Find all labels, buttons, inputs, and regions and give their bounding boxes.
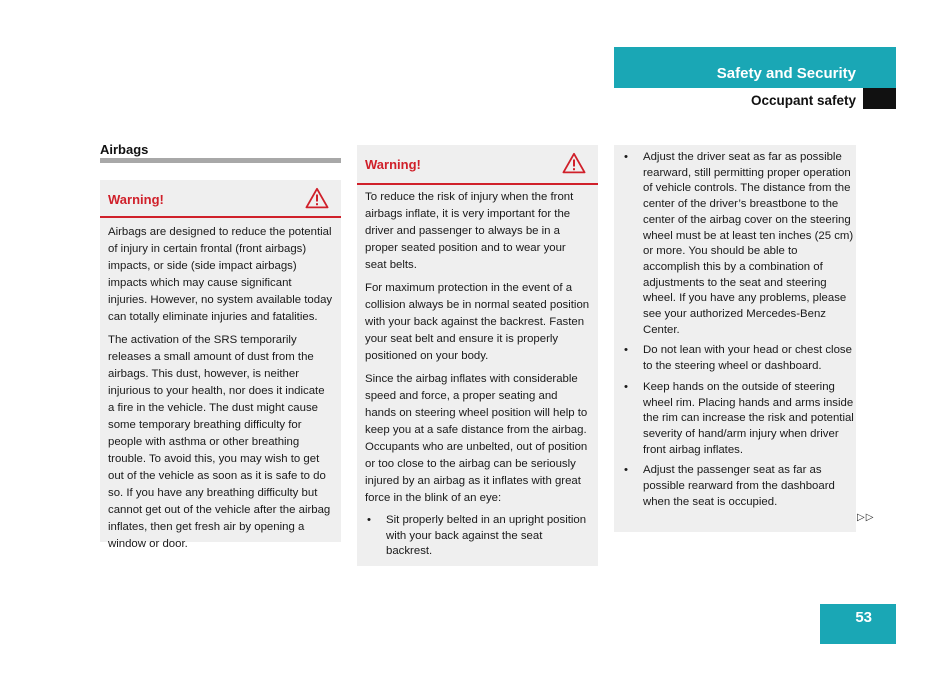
subsection-title: Occupant safety	[750, 93, 856, 108]
list-item	[614, 150, 856, 338]
list-item-text: Do not lean with your head or chest close to the steering wheel or dashboard.	[643, 344, 852, 373]
paragraph: Airbags are designed to reduce the potential of injury in certain frontal (front airbags) impacts, or side (side impact airbags) impacts which may cause significant injuries. However, no system available today can totally eliminate injuries and fatalities.	[108, 226, 333, 323]
bullet-icon: •	[624, 151, 628, 163]
warning-label: Warning!	[108, 192, 164, 207]
warning-header	[357, 145, 598, 185]
subsection-marker-block	[863, 88, 896, 109]
paragraph: Since the airbag inflates with considerable speed and force, a proper seating and hands on steering wheel position will help to keep you at a safe distance from the airbag. Occupants who are unbelted, out of position or too close to the airbag can be seriously injured by an airbag as it inflates with great force in the blink of an eye:	[365, 373, 588, 504]
seating-instructions-box	[614, 145, 856, 532]
heading-rule	[100, 158, 341, 163]
list-item-text: Sit properly belted in an upright position with your back against the seat backrest.	[386, 514, 587, 558]
warning-header	[100, 180, 341, 218]
paragraph: For maximum protection in the event of a collision always be in normal seated position with your back against the backrest. Fasten your seat belt and ensure it is properly positioned on your body.	[365, 282, 590, 362]
list-item	[614, 380, 856, 459]
continued-arrows-icon: ▷▷	[857, 512, 875, 523]
bullet-list	[614, 150, 856, 510]
page-number: 53	[855, 609, 872, 626]
page-number-band	[820, 604, 896, 644]
bullet-icon: •	[624, 344, 628, 357]
list-item-text: Adjust the passenger seat as far as possible rearward from the dashboard when the seat is occupied.	[643, 464, 835, 508]
section-header-band	[614, 47, 896, 88]
warning-triangle-icon	[305, 187, 329, 209]
list-item-text: Adjust the driver seat as far as possible rearward, still permitting proper operation of vehicle controls. The distance from the center of the driver’s breastbone to the center of the airbag cover on the steering wheel must be at least ten inches (25 cm) or more. You should be able to accomplish this by a combination of adjustments to the seat and steering wheel. If you have any problems, please see your authorized Mercedes-Benz Center.	[643, 151, 854, 336]
bullet-icon: •	[624, 380, 628, 393]
warning-box-seating	[357, 145, 598, 566]
warning-triangle-icon	[562, 152, 586, 174]
list-item	[614, 343, 856, 374]
warning-box-airbags	[100, 180, 341, 550]
paragraph: The activation of the SRS temporarily releases a small amount of dust from the airbags. This dust, however, is neither injurious to your health, nor does it indicate a fire in the vehicle. The dust might cause some temporary breathing difficulty for people with asthma or other breathing trouble. To avoid this, you may wish to get out of the vehicle as soon as it is safe to do so. If you have any breathing difficulty but cannot get out of the vehicle after the airbag inflates, then get fresh air by opening a window or door.	[108, 334, 331, 550]
paragraph: To reduce the risk of injury when the front airbags inflate, it is very important for the driver and passenger to always be in a proper seated position and to wear your seat belts.	[365, 191, 574, 271]
bullet-icon: •	[367, 514, 371, 526]
warning-body	[357, 185, 598, 560]
warning-label: Warning!	[365, 157, 421, 172]
warning-body	[100, 218, 341, 553]
list-item	[357, 513, 590, 560]
section-title: Safety and Security	[716, 65, 856, 82]
bullet-icon: •	[624, 464, 628, 477]
page-heading: Airbags	[100, 142, 149, 157]
list-item	[614, 463, 856, 510]
list-item-text: Keep hands on the outside of steering wheel rim. Placing hands and arms inside the rim can increase the risk and potential severity of hand/arm injury when driver front airbag inflates.	[643, 380, 854, 456]
bullet-list	[357, 513, 590, 560]
